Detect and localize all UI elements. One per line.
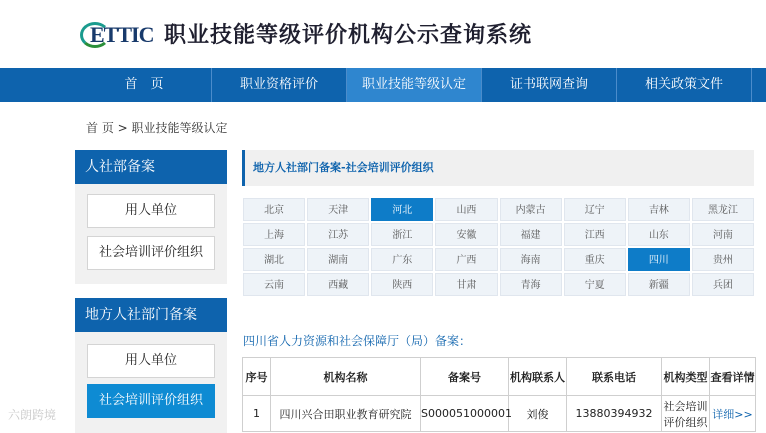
sidebar-item-local-training-org[interactable]: 社会培训评价组织 bbox=[87, 384, 215, 418]
main-nav bbox=[0, 68, 766, 102]
breadcrumb: 首 页 > 职业技能等级认定 bbox=[86, 121, 228, 135]
table-row bbox=[243, 396, 756, 432]
col-header-index: 序号 bbox=[243, 358, 271, 396]
province-item[interactable]: 宁夏 bbox=[564, 273, 626, 296]
province-item[interactable]: 天津 bbox=[307, 198, 369, 221]
col-header-record-no: 备案号 bbox=[421, 358, 509, 396]
province-item[interactable]: 浙江 bbox=[371, 223, 433, 246]
province-item[interactable]: 福建 bbox=[500, 223, 562, 246]
details-link[interactable]: 详细>> bbox=[710, 396, 756, 432]
province-item[interactable]: 北京 bbox=[243, 198, 305, 221]
col-header-details: 查看详情 bbox=[710, 358, 756, 396]
cell-contact: 刘俊 bbox=[509, 396, 567, 432]
province-selector bbox=[243, 198, 754, 296]
nav-item-qualification[interactable]: 职业资格评价 bbox=[212, 68, 347, 102]
province-item[interactable]: 江西 bbox=[564, 223, 626, 246]
site-header bbox=[0, 0, 766, 68]
province-item[interactable]: 山西 bbox=[435, 198, 497, 221]
province-item[interactable]: 海南 bbox=[500, 248, 562, 271]
cell-index: 1 bbox=[243, 396, 271, 432]
org-table bbox=[242, 357, 756, 432]
sidebar-item-local-employer[interactable]: 用人单位 bbox=[87, 344, 215, 378]
section-title: 地方人社部门备案-社会培训评价组织 bbox=[242, 150, 754, 186]
province-item[interactable]: 陕西 bbox=[371, 273, 433, 296]
watermark: 六朗跨境 bbox=[8, 408, 57, 422]
province-item[interactable]: 辽宁 bbox=[564, 198, 626, 221]
table-header-row bbox=[243, 358, 756, 396]
province-item[interactable]: 青海 bbox=[500, 273, 562, 296]
cell-org-type: 社会培训评价组织 bbox=[662, 396, 710, 432]
province-item[interactable]: 广西 bbox=[435, 248, 497, 271]
province-item[interactable]: 重庆 bbox=[564, 248, 626, 271]
province-item[interactable]: 湖北 bbox=[243, 248, 305, 271]
province-item[interactable]: 黑龙江 bbox=[692, 198, 754, 221]
col-header-org-name: 机构名称 bbox=[271, 358, 421, 396]
province-item[interactable]: 山东 bbox=[628, 223, 690, 246]
province-item[interactable]: 上海 bbox=[243, 223, 305, 246]
province-item[interactable]: 甘肃 bbox=[435, 273, 497, 296]
nav-item-home[interactable]: 首 页 bbox=[77, 68, 212, 102]
cell-org-name: 四川兴合田职业教育研究院 bbox=[271, 396, 421, 432]
ettic-logo[interactable] bbox=[80, 20, 154, 50]
nav-item-certificate-query[interactable]: 证书联网查询 bbox=[482, 68, 617, 102]
sidebar-group-local bbox=[75, 332, 227, 433]
province-item[interactable]: 新疆 bbox=[628, 273, 690, 296]
province-item[interactable]: 吉林 bbox=[628, 198, 690, 221]
cell-phone: 13880394932 bbox=[567, 396, 662, 432]
site-title: 职业技能等级评价机构公示查询系统 bbox=[164, 23, 533, 48]
province-item[interactable]: 河北 bbox=[371, 198, 433, 221]
sidebar-group-ministry bbox=[75, 184, 227, 284]
province-item[interactable]: 河南 bbox=[692, 223, 754, 246]
province-item[interactable]: 兵团 bbox=[692, 273, 754, 296]
province-item[interactable]: 安徽 bbox=[435, 223, 497, 246]
record-title: 四川省人力资源和社会保障厅（局）备案： bbox=[243, 334, 472, 348]
province-item[interactable]: 西藏 bbox=[307, 273, 369, 296]
col-header-phone: 联系电话 bbox=[567, 358, 662, 396]
logo-text: ETTIC bbox=[90, 22, 154, 47]
province-item[interactable]: 广东 bbox=[371, 248, 433, 271]
province-item[interactable]: 云南 bbox=[243, 273, 305, 296]
sidebar-heading-local: 地方人社部门备案 bbox=[75, 298, 227, 332]
col-header-contact: 机构联系人 bbox=[509, 358, 567, 396]
cell-record-no: S000051000001 bbox=[421, 396, 509, 432]
sidebar-item-employer[interactable]: 用人单位 bbox=[87, 194, 215, 228]
sidebar-item-training-org[interactable]: 社会培训评价组织 bbox=[87, 236, 215, 270]
province-item[interactable]: 内蒙古 bbox=[500, 198, 562, 221]
col-header-org-type: 机构类型 bbox=[662, 358, 710, 396]
nav-item-skill-level[interactable]: 职业技能等级认定 bbox=[347, 68, 482, 102]
nav-item-policy[interactable]: 相关政策文件 bbox=[617, 68, 752, 102]
province-item[interactable]: 湖南 bbox=[307, 248, 369, 271]
province-item[interactable]: 贵州 bbox=[692, 248, 754, 271]
sidebar-heading-ministry: 人社部备案 bbox=[75, 150, 227, 184]
province-item[interactable]: 四川 bbox=[628, 248, 690, 271]
province-item[interactable]: 江苏 bbox=[307, 223, 369, 246]
